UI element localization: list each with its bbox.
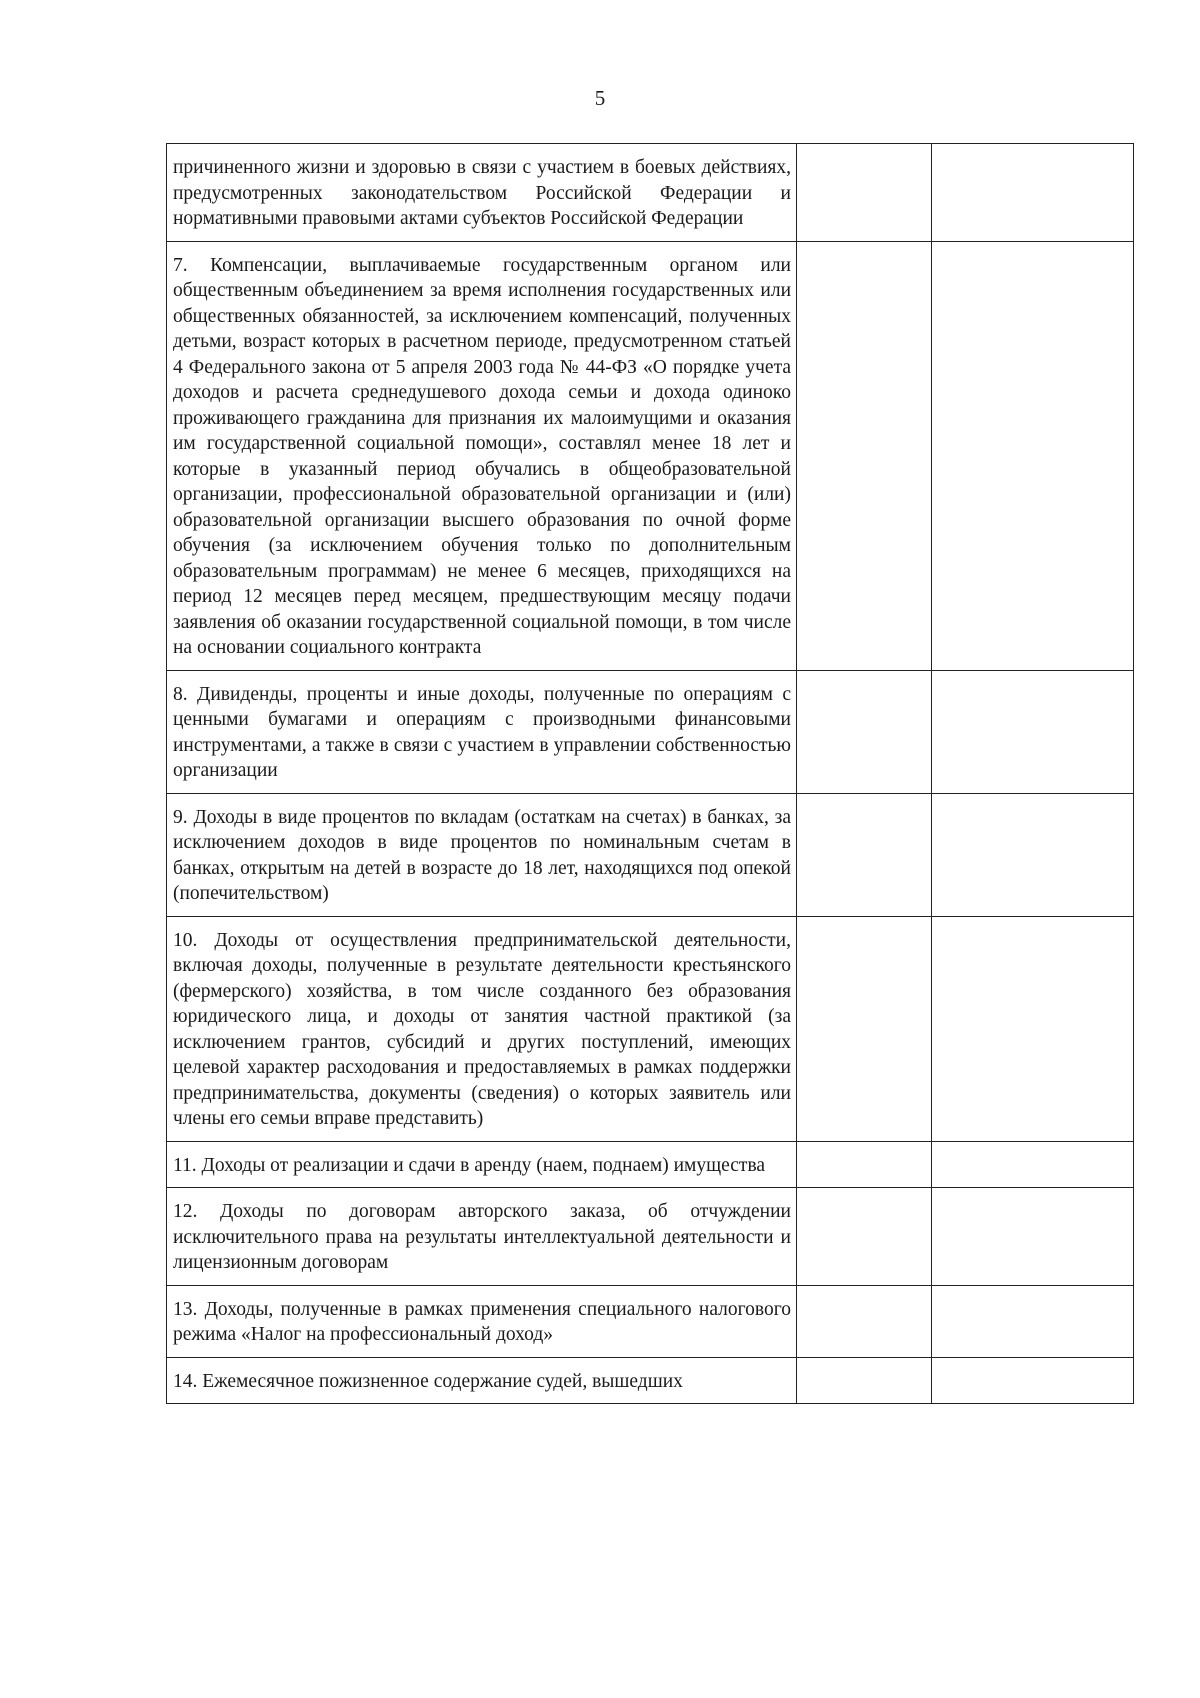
table-row xyxy=(167,793,1134,916)
value-cell xyxy=(932,1285,1134,1357)
table-row xyxy=(167,1357,1134,1404)
income-table xyxy=(166,143,1134,1404)
income-type-cell: 14. Ежемесячное пожизненное содержание судей, вышедших xyxy=(167,1357,797,1404)
value-cell xyxy=(797,1188,932,1286)
income-type-cell: причиненного жизни и здоровью в связи с участием в боевых действиях, предусмотренных законодательством Российской Федерации и нормативными правовыми актами субъектов Российской Федерации xyxy=(167,144,797,242)
value-cell xyxy=(932,793,1134,916)
page-number: 5 xyxy=(594,86,606,110)
value-cell xyxy=(797,144,932,242)
value-cell xyxy=(797,670,932,793)
table-row xyxy=(167,241,1134,670)
value-cell xyxy=(797,1357,932,1404)
table-row xyxy=(167,1188,1134,1286)
value-cell xyxy=(932,1188,1134,1286)
value-cell xyxy=(932,670,1134,793)
value-cell xyxy=(932,1357,1134,1404)
value-cell xyxy=(932,916,1134,1141)
value-cell xyxy=(932,241,1134,670)
value-cell xyxy=(797,241,932,670)
value-cell xyxy=(797,1285,932,1357)
value-cell xyxy=(797,793,932,916)
income-type-cell: 9. Доходы в виде процентов по вкладам (остаткам на счетах) в банках, за исключением доходов в виде процентов по номинальным счетам в банках, открытым на детей в возрасте до 18 лет, находящихся под опекой (попечительством) xyxy=(167,793,797,916)
table-row xyxy=(167,916,1134,1141)
value-cell xyxy=(797,1141,932,1188)
value-cell xyxy=(932,1141,1134,1188)
value-cell xyxy=(932,144,1134,242)
income-type-cell: 7. Компенсации, выплачиваемые государственным органом или общественным объединением за время исполнения государственных или общественных обязанностей, за исключением компенсаций, полученных детьми, возраст которых в расчетном периоде, предусмотренном статьей 4 Федерального закона от 5 апреля 2003 года № 44-ФЗ «О порядке учета доходов и расчета среднедушевого дохода семьи и дохода одиноко проживающего гражданина для признания их малоимущими и оказания им государственной социальной помощи», составлял менее 18 лет и которые в указанный период обучались в общеобразовательной организации, профессиональной образовательной организации и (или) образовательной организации высшего образования по очной форме обучения (за исключением обучения только по дополнительным образовательным программам) не менее 6 месяцев, приходящихся на период 12 месяцев перед месяцем, предшествующим месяцу подачи заявления об оказании государственной социальной помощи, в том числе на основании социального контракта xyxy=(167,241,797,670)
table-row xyxy=(167,670,1134,793)
table-row xyxy=(167,1285,1134,1357)
table-row xyxy=(167,144,1134,242)
income-type-cell: 11. Доходы от реализации и сдачи в аренду (наем, поднаем) имущества xyxy=(167,1141,797,1188)
income-type-cell: 13. Доходы, полученные в рамках применения специального налогового режима «Налог на профессиональный доход» xyxy=(167,1285,797,1357)
table-row xyxy=(167,1141,1134,1188)
income-type-cell: 8. Дивиденды, проценты и иные доходы, полученные по операциям с ценными бумагами и операциям с производными финансовыми инструментами, а также в связи с участием в управлении собственностью организации xyxy=(167,670,797,793)
income-type-cell: 10. Доходы от осуществления предпринимательской деятельности, включая доходы, полученные в результате деятельности крестьянского (фермерского) хозяйства, в том числе созданного без образования юридического лица, и доходы от занятия частной практикой (за исключением грантов, субсидий и других поступлений, имеющих целевой характер расходования и предоставляемых в рамках поддержки предпринимательства, документы (сведения) о которых заявитель или члены его семьи вправе представить) xyxy=(167,916,797,1141)
income-type-cell: 12. Доходы по договорам авторского заказа, об отчуждении исключительного права на результаты интеллектуальной деятельности и лицензионным договорам xyxy=(167,1188,797,1286)
value-cell xyxy=(797,916,932,1141)
